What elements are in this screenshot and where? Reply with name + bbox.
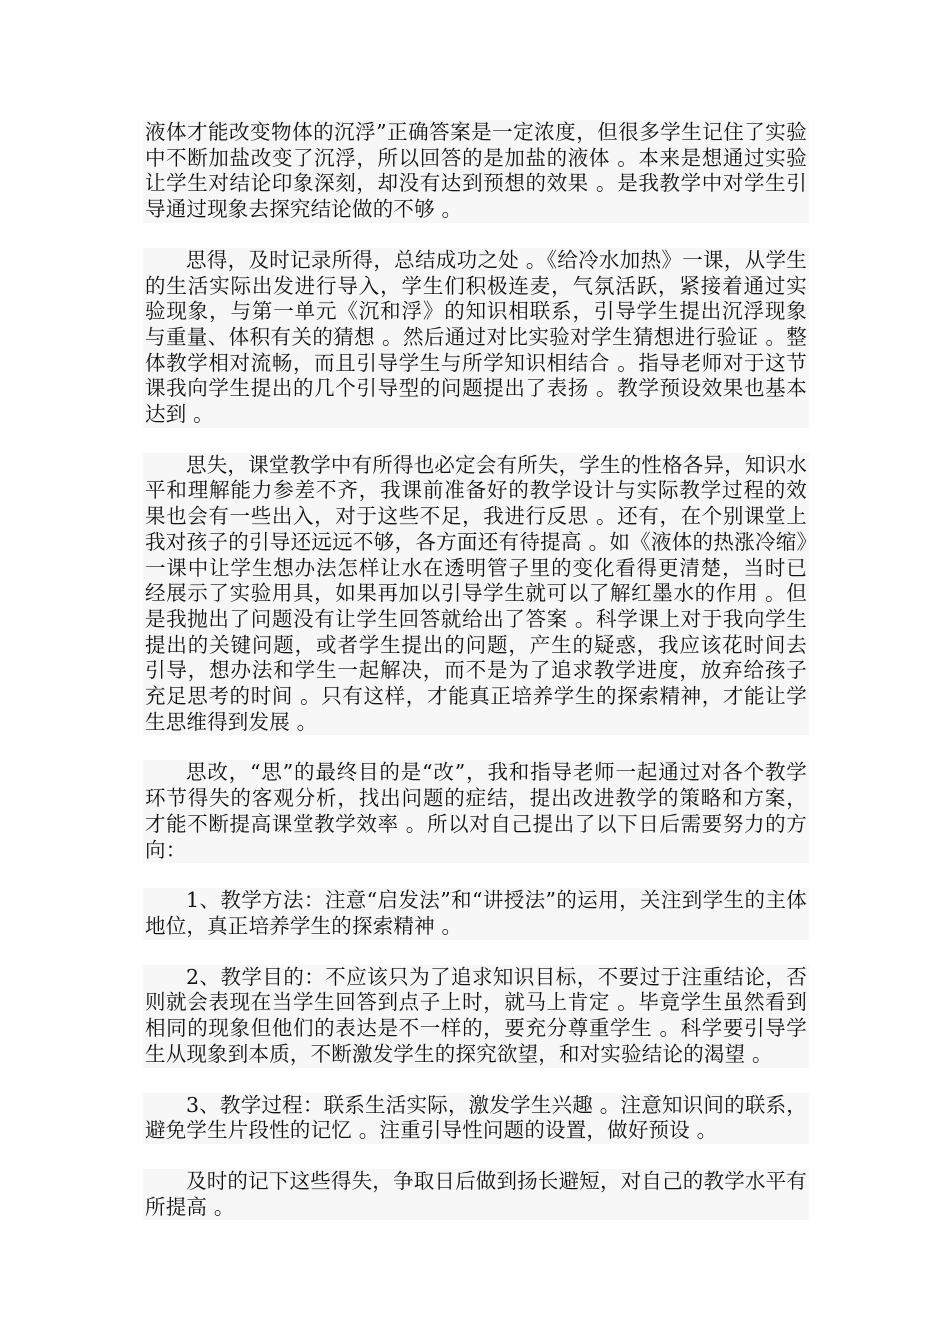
paragraph-gap <box>143 735 809 760</box>
paragraph-gap <box>143 1068 809 1093</box>
paragraph-2: 思得，及时记录所得，总结成功之处 。《给冷水加热》一课，从学生的生活实际出发进行导入，学生们积极连麦，气氛活跃，紧接着通过实验现象，与第一单元《沉和浮》的知识相联系，引导学生提出沉浮现象与重量、体积有关的猜想 。然后通过对比实验对学生猜想进行验证 。整体教学相对流畅，而且引导学生与所学知识相结合 。指导老师对于这节课我向学生提出的几个引导型的问题提出了表扬 。教学预设效果也基本达到 。 <box>145 247 807 427</box>
paragraph-1: 液体才能改变物体的沉浮”正确答案是一定浓度，但很多学生记住了实验中不断加盐改变了沉浮，所以回答的是加盐的液体 。本来是想通过实验让学生对结论印象深刻，却没有达到预想的效果 。是我教学中对学生引导通过现象去探究结论做的不够 。 <box>145 120 807 222</box>
paragraph-5: 1、教学方法：注意“启发法”和“讲授法”的运用，关注到学生的主体地位，真正培养学生的探索精神 。 <box>145 888 807 938</box>
paragraph-3: 思失，课堂教学中有所得也必定会有所失，学生的性格各异，知识水平和理解能力参差不齐，我课前准备好的教学设计与实际教学过程的效果也会有一些出入，对于这些不足，我进行反思 。还有，在个别课堂上我对孩子的引导还远远不够，各方面还有待提高 。如《液体的热涨冷缩》一课中让学生想办法怎样让水在透明管子里的变化看得更清楚，当时已经展示了实验用具，如果再加以引导学生就可以了解红墨水的作用 。但是我抛出了问题没有让学生回答就给出了答案 。科学课上对于我向学生提出的关键问题，或者学生提出的问题，产生的疑惑，我应该花时间去引导，想办法和学生一起解决，而不是为了追求教学进度，放弃给孩子充足思考的时间 。只有这样，才能真正培养学生的探索精神，才能让学生思维得到发展 。 <box>145 452 807 734</box>
paragraph-gap <box>143 863 809 888</box>
document-body <box>143 120 809 1220</box>
paragraph-6: 2、教学目的：不应该只为了追求知识目标，不要过于注重结论，否则就会表现在当学生回答到点子上时，就马上肯定 。毕竟学生虽然看到相同的现象但他们的表达是不一样的，要充分尊重学生 。科学要引导学生从现象到本质，不断激发学生的探究欲望，和对实验结论的渴望 。 <box>145 964 807 1066</box>
paragraph-gap <box>143 223 809 248</box>
paragraph-gap <box>143 1144 809 1169</box>
paragraph-8: 及时的记下这些得失，争取日后做到扬长避短，对自己的教学水平有所提高 。 <box>145 1168 807 1219</box>
paragraph-gap <box>143 428 809 453</box>
paragraph-7: 3、教学过程：联系生活实际，激发学生兴趣 。注意知识间的联系，避免学生片段性的记忆 。注重引导性问题的设置，做好预设 。 <box>145 1092 807 1143</box>
paragraph-4: 思改，“思”的最终目的是“改”，我和指导老师一起通过对各个教学环节得失的客观分析，找出问题的症结，提出改进教学的策略和方案，才能不断提高课堂教学效率 。所以对自己提出了以下日后需要努力的方向： <box>145 760 807 862</box>
paragraph-gap <box>143 940 809 965</box>
